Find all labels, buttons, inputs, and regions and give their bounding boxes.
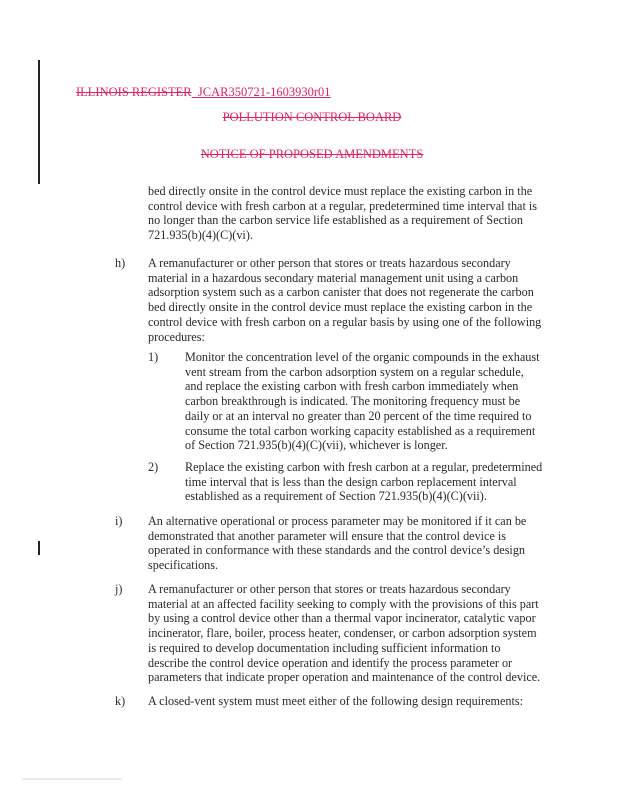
section-j-text: A remanufacturer or other person that stores or treats hazardous secondary material at an affected facility seeking to comply with the provisions of this part by using a control device other than a thermal vapor incinerator, catalytic vapor incinerator, flare, boiler, process heater, condenser, or carbon adsorption system is required to develop documentation including sufficient information to describe the control device operation and identify the process parameter or parameters that indicate proper operation and maintenance of the control device. <box>148 582 541 685</box>
item-2-text: Replace the existing carbon with fresh carbon at a regular, predetermined time interval that is less than the design carbon replacement interval established as a requirement of Section 721.935(b)(4)(C)(vii). <box>185 460 543 504</box>
section-label-k: k) <box>115 694 126 708</box>
section-label-j: j) <box>115 582 123 596</box>
change-bar <box>38 541 40 555</box>
section-label-h: h) <box>115 256 126 270</box>
item-1-text: Monitor the concentration level of the organic compounds in the exhaust vent stream from the carbon adsorption system on a regular schedule, and replace the existing carbon with fresh carbon immediately when carbon breakthrough is indicated. The monitoring frequency must be daily or at an interval no greater than 20 percent of the time required to consume the total carbon working capacity established as a requirement of Section 721.935(b)(4)(C)(vii), whichever is longer. <box>185 350 540 453</box>
notice-title: NOTICE OF PROPOSED AMENDMENTS <box>200 147 424 161</box>
section-i-text: An alternative operational or process parameter may be monitored if it can be demonstrated that another parameter will ensure that the control device is operated in conformance with these standards and the control device’s design specifications. <box>148 514 527 573</box>
section-h-text: A remanufacturer or other person that stores or treats hazardous secondary material in a hazardous secondary material management unit using a carbon adsorption system such as a carbon canister that does not regenerate the carbon bed directly onsite in the control device must replace the existing carbon in the control device with fresh carbon on a regular basis by using one of the following procedures: <box>148 256 542 344</box>
agency-title: POLLUTION CONTROL BOARD <box>222 110 402 124</box>
item-label-2: 2) <box>148 460 159 474</box>
item-label-1: 1) <box>148 350 159 364</box>
section-k-text: A closed-vent system must meet either of the following design requirements: <box>148 694 524 708</box>
scan-artifact <box>22 778 122 780</box>
register-header <box>76 85 331 100</box>
section-label-i: i) <box>115 514 123 528</box>
register-title: ILLINOIS REGISTER <box>76 85 192 99</box>
continuation-paragraph: bed directly onsite in the control device must replace the existing carbon in the control device with fresh carbon at a regular, predetermined time interval that is no longer than the carbon service life established as a requirement of Section 721.935(b)(4)(C)(vi). <box>148 184 538 243</box>
jcar-code: JCAR350721-1603930r01 <box>197 85 331 99</box>
